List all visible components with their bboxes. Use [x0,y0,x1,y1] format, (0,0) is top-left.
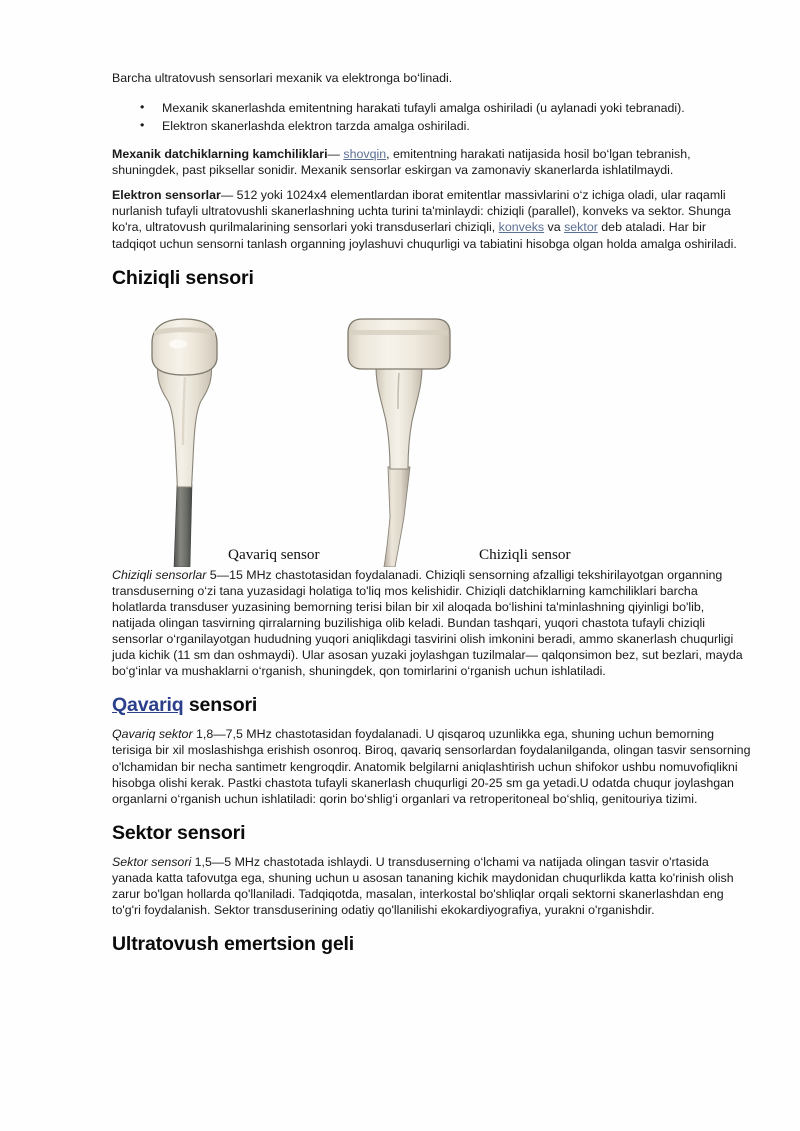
sector-sensor-paragraph [112,854,751,918]
mechanical-rest-text: , emitentning harakati natijasida hosil bo‘lgan tebranish, shuningdek, past piksellar sonidir. Mexanik sensorlar eskirgan va zamonaviy skanerlarda ishlatilmaydi. [112,147,691,178]
caption-convex-sensor: Qavariq sensor [228,545,320,563]
caption-linear-sensor: Chiziqli sensor [479,545,571,563]
electronic-text-part2: va [544,220,565,235]
list-item-label: Mexanik skanerlashda emitentning harakati tufayli amalga oshiriladi (u aylanadi yoki tebranadi). [162,101,685,116]
heading-linear-label: Chiziqli sensori [112,266,254,289]
link-sektor[interactable]: sektor [564,220,598,235]
linear-rest-text: 5—15 MHz chastotasidan foydalanadi. Chiziqli sensorning afzalligi tekshirilayotgan organning transduserning o‘zi tana yuzasidagi holatiga to'liq mos kelishidir. Chiziqli datchiklarning kamchiliklari barcha holatlarda transduser yuzasining bemorning terisi bilan bir xil aloqada bo‘lishini ta'minlashning qiyinligi bo'lib, natijada olingan tasvirning qirralarning buzilishiga olib keladi. Bundan tashqari, yuqori chastota tufayli chiziqli sensorlar o‘rganilayotgan hududning yuqori aniqlikdagi tasvirini olish imkonini beradi, ammo skanerlash chuqurligi juda kichik (11 sm dan oshmaydi). Ular asosan yuzaki joylashgan tuzilmalar— qalqonsimon bez, sut bezlari, mayda bo‘g‘inlar va mushaklarni o‘rganish, shuningdek, qon tomirlarini o‘rganish uchun ishlatiladi. [112,567,743,679]
heading-convex-sensor [112,693,751,718]
linear-sensor-paragraph [112,567,751,680]
convex-rest-text: 1,8—7,5 MHz chastotasidan foydalanadi. U qisqaroq uzunlikka ega, shuning uchun bemorning terisiga bir xil moslashishga erishish osonroq. Biroq, qavariq sensorlardan foydalanilganda, olingan tasvir sensorning o'lchamidan bir necha santimetr kengroqdir. Anatomik belgilarni aniqlashtirish uchun shifokor ushbu nomuvofiqlikni hisobga olishi kerak. Pastki chastota tufayli skanerlash chuqurligi 20-25 sm ga yetadi.U odatda chuqur joylashgan organlarni o‘rganish uchun ishlatiladi: qorin bo‘shlig‘i organlari va retroperitoneal bo‘shliq, genitouriya tizimi. [112,727,751,806]
intro-text: Barcha ultratovush sensorlari mexanik va elektronga bo‘linadi. [112,71,453,85]
intro-paragraph [112,70,751,86]
sector-rest-text: 1,5—5 MHz chastotada ishlaydi. U transduserning o‘lchami va natijada olingan tasvir o'rtasida yanada katta tafovutga ega, shuning uchun u asosan tananing kichik maydonidan chuqurlikda katta ko'rinish olish zarur bo'lgan hollarda qo'llaniladi. Tadqiqotda, masalan, interkostal bo'shliqlar orqali sektorni skanerlashdan eng to'g'ri foydalanish. Sektor transduserining odatiy qo'llanilishi ekokardiyografiya, yurakni o'rganishdir. [112,854,734,918]
electronic-dash: — [220,188,237,203]
link-qavariq[interactable]: Qavariq [112,694,184,717]
convex-ultrasound-probe-icon [130,317,240,567]
list-item [140,118,751,136]
electronic-text-part1: 512 yoki 1024x4 elementlardan iborat emitentlar massivlarini o‘z ichiga oladi, ular raqamli nurlanish tufayli ultratovushli skanerlashning uchta turini ta'minlaydi: chiziqli (parallel), konveks va sektor. Shunga ko'ra, ultratovush qurilmalarining sensorlari yoki transduserlari chiziqli, [112,188,731,235]
probe-figure [112,299,751,567]
list-item [140,100,751,118]
mechanical-bold-lead: Mexanik datchiklarning kamchiliklari [112,147,328,162]
heading-gel-label: Ultratovush emertsion geli [112,933,355,956]
sector-italic-lead: Sektor sensori [112,854,192,869]
scanning-types-list [112,100,751,135]
heading-sector-label: Sektor sensori [112,821,246,844]
electronic-sensors-paragraph [112,187,751,251]
document-content [112,70,751,965]
heading-convex-rest: sensori [183,694,258,717]
link-shovqin[interactable]: shovqin [343,147,387,162]
list-item-label: Elektron skanerlashda elektron tarzda amalga oshiriladi. [162,118,470,133]
link-konveks[interactable]: konveks [498,220,545,235]
mechanical-sensors-paragraph [112,146,751,178]
heading-ultrasound-gel [112,932,751,957]
electronic-text-part3: deb ataladi. Har bir tadqiqot uchun sensorni tanlash organning joylashuvi chuqurligi va tabiatini hisobga olgan holda amalga oshiriladi. [112,220,737,251]
mechanical-dash: — [327,147,344,162]
convex-sensor-paragraph [112,726,751,806]
convex-italic-lead: Qavariq sektor [112,727,193,742]
heading-linear-sensor [112,266,751,291]
figure-caption-row [112,546,751,566]
electronic-bold-lead: Elektron sensorlar [112,188,221,203]
linear-ultrasound-probe-icon [340,317,458,567]
linear-italic-lead: Chiziqli sensorlar [112,567,207,582]
heading-sector-sensor [112,821,751,846]
